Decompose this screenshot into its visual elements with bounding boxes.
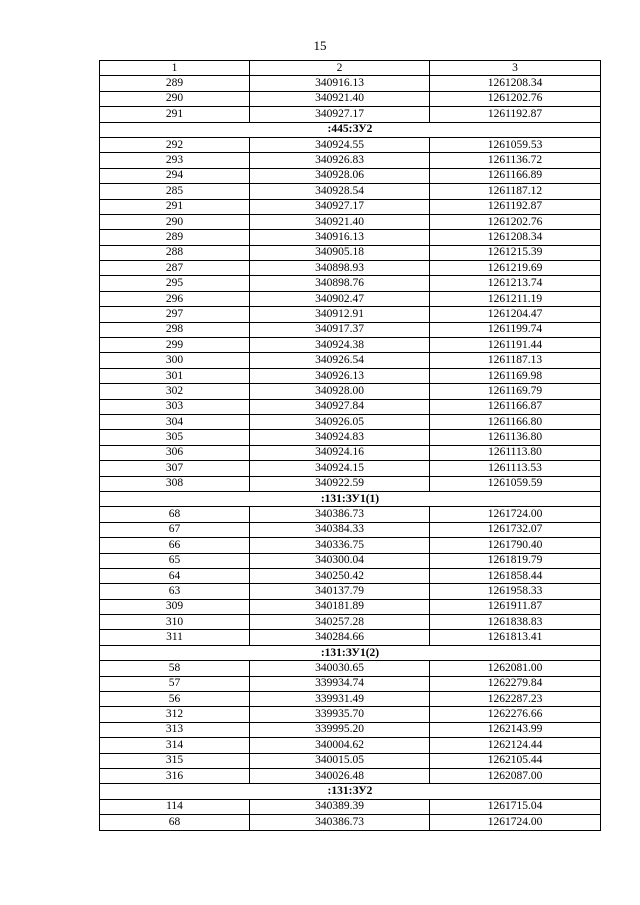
x-coordinate-cell: 340921.40: [250, 91, 430, 106]
table-row: [100, 291, 601, 306]
y-coordinate-cell: 1261790.40: [430, 538, 601, 553]
x-coordinate-cell: 340026.48: [250, 768, 430, 783]
table-row: [100, 153, 601, 168]
table-row: [100, 584, 601, 599]
y-coordinate-cell: 1261169.79: [430, 384, 601, 399]
table-row: [100, 245, 601, 260]
table-row: [100, 476, 601, 491]
y-coordinate-cell: 1261724.00: [430, 815, 601, 830]
y-coordinate-cell: 1261192.87: [430, 107, 601, 122]
x-coordinate-cell: 340912.91: [250, 307, 430, 322]
table-row: [100, 399, 601, 414]
table-row: [100, 707, 601, 722]
point-number-cell: 301: [100, 368, 250, 383]
table-row: [100, 722, 601, 737]
x-coordinate-cell: 340928.00: [250, 384, 430, 399]
x-coordinate-cell: 340386.73: [250, 815, 430, 830]
table-row: [100, 414, 601, 429]
y-coordinate-cell: 1261732.07: [430, 522, 601, 537]
y-coordinate-cell: 1262279.84: [430, 676, 601, 691]
point-number-cell: 298: [100, 322, 250, 337]
x-coordinate-cell: 340917.37: [250, 322, 430, 337]
x-coordinate-cell: 340916.13: [250, 230, 430, 245]
table-row: [100, 599, 601, 614]
y-coordinate-cell: 1261202.76: [430, 91, 601, 106]
y-coordinate-cell: 1261199.74: [430, 322, 601, 337]
table-row: [100, 738, 601, 753]
point-number-cell: 312: [100, 707, 250, 722]
point-number-cell: 309: [100, 599, 250, 614]
y-coordinate-cell: 1262143.99: [430, 722, 601, 737]
table-row: [100, 522, 601, 537]
y-coordinate-cell: 1261724.00: [430, 507, 601, 522]
y-coordinate-cell: 1261169.98: [430, 368, 601, 383]
table-row: [100, 461, 601, 476]
x-coordinate-cell: 340250.42: [250, 568, 430, 583]
table-row: [100, 307, 601, 322]
table-row: [100, 199, 601, 214]
y-coordinate-cell: 1261187.13: [430, 353, 601, 368]
table-row: [100, 322, 601, 337]
y-coordinate-cell: 1261136.72: [430, 153, 601, 168]
table-row: [100, 676, 601, 691]
x-coordinate-cell: 340898.93: [250, 261, 430, 276]
table-row: [100, 445, 601, 460]
table-row: [100, 184, 601, 199]
table-row: [100, 137, 601, 152]
point-number-cell: 291: [100, 107, 250, 122]
point-number-cell: 290: [100, 214, 250, 229]
x-coordinate-cell: 340928.54: [250, 184, 430, 199]
table-row: [100, 753, 601, 768]
y-coordinate-cell: 1261911.87: [430, 599, 601, 614]
y-coordinate-cell: 1261219.69: [430, 261, 601, 276]
point-number-cell: 302: [100, 384, 250, 399]
x-coordinate-cell: 340898.76: [250, 276, 430, 291]
coordinates-table: [99, 60, 601, 831]
section-label: :131:ЗУ2: [100, 784, 601, 799]
table-row: [100, 91, 601, 106]
y-coordinate-cell: 1261215.39: [430, 245, 601, 260]
point-number-cell: 285: [100, 184, 250, 199]
point-number-cell: 65: [100, 553, 250, 568]
table-row: [100, 214, 601, 229]
y-coordinate-cell: 1262081.00: [430, 661, 601, 676]
point-number-cell: 114: [100, 799, 250, 814]
y-coordinate-cell: 1261191.44: [430, 338, 601, 353]
header-cell-y: 3: [430, 61, 601, 76]
point-number-cell: 68: [100, 815, 250, 830]
x-coordinate-cell: 340924.16: [250, 445, 430, 460]
y-coordinate-cell: 1261715.04: [430, 799, 601, 814]
point-number-cell: 314: [100, 738, 250, 753]
x-coordinate-cell: 340384.33: [250, 522, 430, 537]
point-number-cell: 306: [100, 445, 250, 460]
y-coordinate-cell: 1262105.44: [430, 753, 601, 768]
table-row: [100, 507, 601, 522]
y-coordinate-cell: 1262124.44: [430, 738, 601, 753]
y-coordinate-cell: 1261113.53: [430, 461, 601, 476]
y-coordinate-cell: 1261202.76: [430, 214, 601, 229]
x-coordinate-cell: 340389.39: [250, 799, 430, 814]
y-coordinate-cell: 1261858.44: [430, 568, 601, 583]
table-row: [100, 230, 601, 245]
point-number-cell: 289: [100, 230, 250, 245]
point-number-cell: 293: [100, 153, 250, 168]
header-cell-point: 1: [100, 61, 250, 76]
y-coordinate-cell: 1261213.74: [430, 276, 601, 291]
point-number-cell: 310: [100, 615, 250, 630]
point-number-cell: 313: [100, 722, 250, 737]
point-number-cell: 288: [100, 245, 250, 260]
point-number-cell: 67: [100, 522, 250, 537]
y-coordinate-cell: 1261838.83: [430, 615, 601, 630]
point-number-cell: 64: [100, 568, 250, 583]
point-number-cell: 294: [100, 168, 250, 183]
y-coordinate-cell: 1261166.87: [430, 399, 601, 414]
x-coordinate-cell: 340924.55: [250, 137, 430, 152]
point-number-cell: 300: [100, 353, 250, 368]
x-coordinate-cell: 340902.47: [250, 291, 430, 306]
x-coordinate-cell: 340181.89: [250, 599, 430, 614]
table-row: [100, 276, 601, 291]
point-number-cell: 316: [100, 768, 250, 783]
table-row: [100, 261, 601, 276]
point-number-cell: 287: [100, 261, 250, 276]
y-coordinate-cell: 1261204.47: [430, 307, 601, 322]
x-coordinate-cell: 340926.05: [250, 414, 430, 429]
table-body: [100, 61, 601, 831]
page-number: 15: [313, 38, 327, 53]
point-number-cell: 305: [100, 430, 250, 445]
x-coordinate-cell: 339931.49: [250, 692, 430, 707]
x-coordinate-cell: 340928.06: [250, 168, 430, 183]
table-header-row: [100, 61, 601, 76]
y-coordinate-cell: 1261958.33: [430, 584, 601, 599]
point-number-cell: 296: [100, 291, 250, 306]
table-row: [100, 168, 601, 183]
section-label: :131:ЗУ1(2): [100, 645, 601, 660]
y-coordinate-cell: 1261192.87: [430, 199, 601, 214]
y-coordinate-cell: 1261059.59: [430, 476, 601, 491]
x-coordinate-cell: 340924.38: [250, 338, 430, 353]
y-coordinate-cell: 1261208.34: [430, 76, 601, 91]
point-number-cell: 311: [100, 630, 250, 645]
x-coordinate-cell: 340926.83: [250, 153, 430, 168]
y-coordinate-cell: 1261113.80: [430, 445, 601, 460]
point-number-cell: 299: [100, 338, 250, 353]
x-coordinate-cell: 340922.59: [250, 476, 430, 491]
table-row: [100, 353, 601, 368]
point-number-cell: 57: [100, 676, 250, 691]
x-coordinate-cell: 340927.17: [250, 199, 430, 214]
section-label: :131:ЗУ1(1): [100, 491, 601, 506]
x-coordinate-cell: 340921.40: [250, 214, 430, 229]
point-number-cell: 58: [100, 661, 250, 676]
point-number-cell: 68: [100, 507, 250, 522]
x-coordinate-cell: 340257.28: [250, 615, 430, 630]
point-number-cell: 63: [100, 584, 250, 599]
x-coordinate-cell: 340030.65: [250, 661, 430, 676]
y-coordinate-cell: 1261819.79: [430, 553, 601, 568]
x-coordinate-cell: 340905.18: [250, 245, 430, 260]
x-coordinate-cell: 340137.79: [250, 584, 430, 599]
table-row: [100, 107, 601, 122]
y-coordinate-cell: 1261813.41: [430, 630, 601, 645]
table-row: [100, 538, 601, 553]
point-number-cell: 304: [100, 414, 250, 429]
x-coordinate-cell: 339995.20: [250, 722, 430, 737]
y-coordinate-cell: 1262087.00: [430, 768, 601, 783]
table-row: [100, 338, 601, 353]
point-number-cell: 297: [100, 307, 250, 322]
point-number-cell: 66: [100, 538, 250, 553]
table-row: [100, 815, 601, 830]
header-cell-x: 2: [250, 61, 430, 76]
x-coordinate-cell: 339935.70: [250, 707, 430, 722]
point-number-cell: 289: [100, 76, 250, 91]
x-coordinate-cell: 340336.75: [250, 538, 430, 553]
point-number-cell: 291: [100, 199, 250, 214]
table-row: [100, 76, 601, 91]
y-coordinate-cell: 1262276.66: [430, 707, 601, 722]
x-coordinate-cell: 340926.54: [250, 353, 430, 368]
point-number-cell: 308: [100, 476, 250, 491]
point-number-cell: 307: [100, 461, 250, 476]
x-coordinate-cell: 340924.15: [250, 461, 430, 476]
y-coordinate-cell: 1261187.12: [430, 184, 601, 199]
point-number-cell: 56: [100, 692, 250, 707]
table-row: [100, 368, 601, 383]
x-coordinate-cell: 340924.83: [250, 430, 430, 445]
table-row: [100, 692, 601, 707]
x-coordinate-cell: 340927.17: [250, 107, 430, 122]
y-coordinate-cell: 1261136.80: [430, 430, 601, 445]
x-coordinate-cell: 340916.13: [250, 76, 430, 91]
section-header-row: [100, 645, 601, 660]
point-number-cell: 290: [100, 91, 250, 106]
x-coordinate-cell: 339934.74: [250, 676, 430, 691]
section-header-row: [100, 122, 601, 137]
point-number-cell: 303: [100, 399, 250, 414]
table-row: [100, 553, 601, 568]
point-number-cell: 295: [100, 276, 250, 291]
y-coordinate-cell: 1261211.19: [430, 291, 601, 306]
x-coordinate-cell: 340004.62: [250, 738, 430, 753]
x-coordinate-cell: 340300.04: [250, 553, 430, 568]
table-row: [100, 615, 601, 630]
section-label: :445:ЗУ2: [100, 122, 601, 137]
table-row: [100, 430, 601, 445]
point-number-cell: 315: [100, 753, 250, 768]
y-coordinate-cell: 1261059.53: [430, 137, 601, 152]
point-number-cell: 292: [100, 137, 250, 152]
x-coordinate-cell: 340926.13: [250, 368, 430, 383]
y-coordinate-cell: 1261166.89: [430, 168, 601, 183]
table-row: [100, 384, 601, 399]
section-header-row: [100, 784, 601, 799]
y-coordinate-cell: 1261166.80: [430, 414, 601, 429]
x-coordinate-cell: 340284.66: [250, 630, 430, 645]
table-row: [100, 630, 601, 645]
x-coordinate-cell: 340015.05: [250, 753, 430, 768]
y-coordinate-cell: 1262287.23: [430, 692, 601, 707]
y-coordinate-cell: 1261208.34: [430, 230, 601, 245]
x-coordinate-cell: 340386.73: [250, 507, 430, 522]
table-row: [100, 661, 601, 676]
table-row: [100, 568, 601, 583]
table-row: [100, 799, 601, 814]
table-row: [100, 768, 601, 783]
x-coordinate-cell: 340927.84: [250, 399, 430, 414]
section-header-row: [100, 491, 601, 506]
